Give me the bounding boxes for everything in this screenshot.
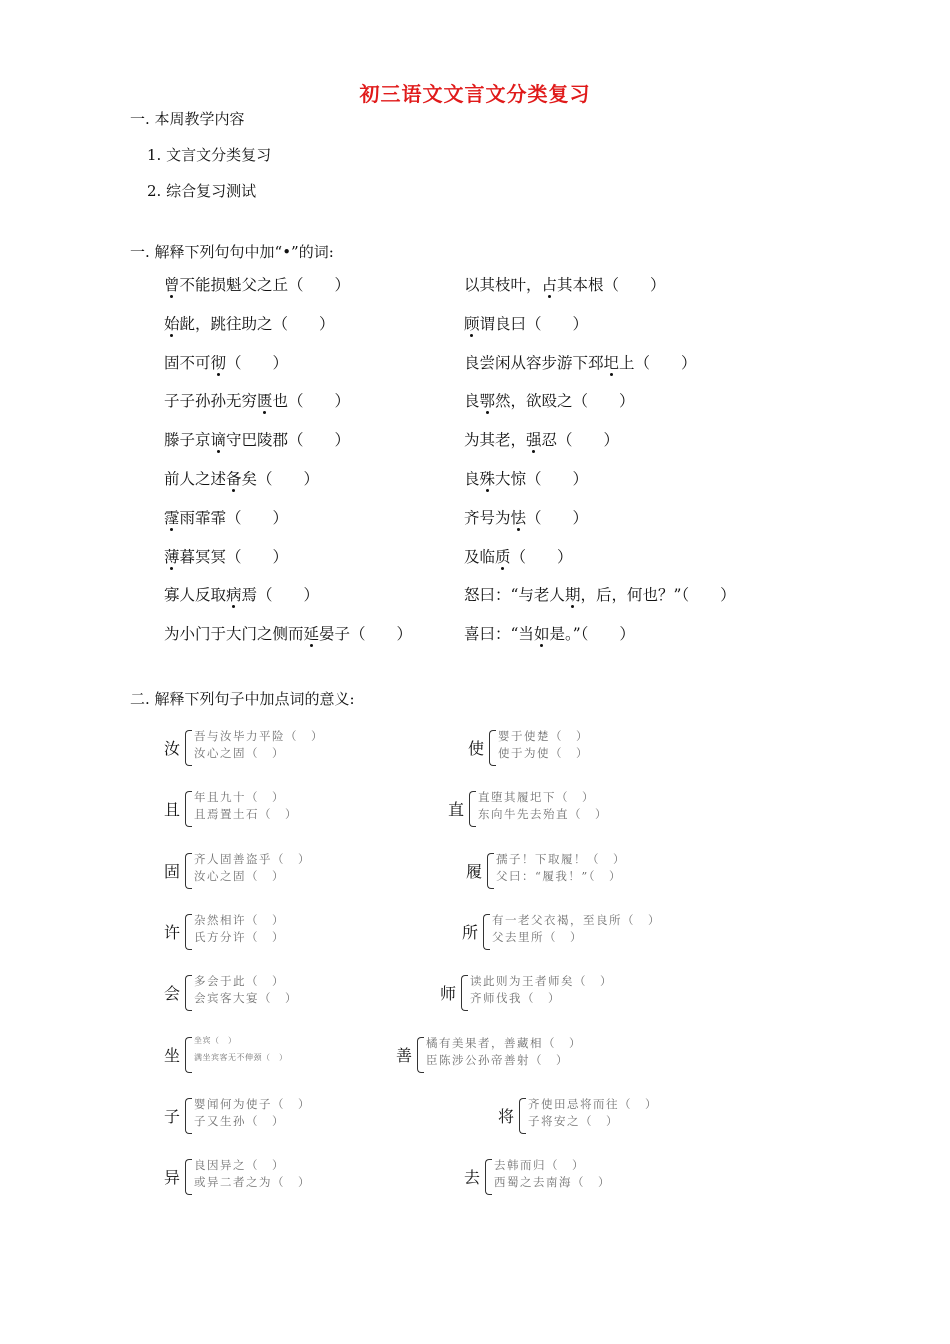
question-item (464, 622, 635, 644)
meaning-word: 子 (164, 1106, 181, 1126)
page-title: 初三语文文言文分类复习 (359, 82, 591, 106)
meaning-word: 将 (498, 1106, 515, 1126)
example-sentence: 使于为使（ ） (498, 746, 589, 760)
brace-bracket (185, 1159, 192, 1195)
dotted-word: 谪 (210, 431, 227, 450)
brace-bracket (185, 791, 192, 827)
meaning-word: 坐 (164, 1045, 181, 1065)
meaning-word: 固 (164, 861, 181, 881)
example-sentence: 有一老父衣褐，至良所（ ） (492, 912, 661, 927)
question-text: 滕子京 (164, 431, 211, 450)
dotted-word: 延 (303, 625, 320, 644)
question-item (464, 467, 588, 489)
question-text: 大惊（ ） (495, 470, 589, 488)
question-text: 其本根（ ） (557, 276, 666, 294)
dotted-word: 彻 (210, 353, 227, 372)
question-text: 是。”（ ） (549, 625, 635, 644)
example-sentence: 子又生孙（ ） (194, 1113, 285, 1128)
question-text: 龀，跳往助之（ ） (179, 314, 335, 333)
dotted-word: 薄 (164, 547, 180, 566)
brace-bracket (417, 1037, 424, 1073)
question-item (464, 583, 736, 605)
question-text: 良 (464, 392, 480, 411)
brace-bracket (469, 791, 476, 827)
question-item (464, 351, 697, 373)
example-sentence: 齐使田忌将而往（ ） (528, 1096, 658, 1111)
example-sentence: 齐人固善盗乎（ ） (194, 851, 311, 866)
brace-bracket (185, 914, 192, 950)
question-text: 前人之述 (164, 470, 227, 488)
brace-bracket (185, 853, 192, 889)
meaning-word: 去 (464, 1168, 481, 1188)
example-sentence: 多会于此（ ） (194, 974, 285, 989)
meaning-word: 师 (440, 984, 457, 1004)
question-item (164, 583, 319, 605)
question-item (164, 273, 350, 295)
brace-bracket (185, 975, 192, 1011)
question-item (464, 428, 619, 450)
brace-bracket (489, 730, 496, 766)
sub-item-1: 1. 文言文分类复习 (147, 146, 272, 164)
question-text: 喜曰：“当 (464, 625, 534, 644)
question-text: 不能损魁父之丘（ ） (179, 276, 351, 294)
question-text: 守巴陵郡（ ） (226, 431, 351, 450)
question-text: ，后，何也？”（ ） (580, 586, 736, 605)
question-text: 上（ ） (619, 353, 697, 372)
example-sentence: 直堕其履圯下（ ） (478, 790, 595, 805)
meaning-word: 许 (164, 922, 181, 942)
question-text: 怒曰：“与老人 (464, 586, 565, 605)
example-sentence: 父曰：“履我！”（ ） (496, 868, 623, 883)
meaning-word: 会 (164, 984, 181, 1004)
meaning-word: 汝 (164, 739, 181, 758)
question-item (164, 622, 412, 644)
example-sentence: 去韩而归（ ） (494, 1158, 585, 1173)
question-item (464, 545, 573, 567)
dotted-word: 病 (226, 586, 242, 605)
meaning-word: 善 (396, 1045, 413, 1065)
question-text: 晏子（ ） (319, 625, 413, 644)
dotted-word: 始 (164, 314, 180, 333)
question-text: 及临 (464, 547, 496, 566)
brace-bracket (461, 975, 468, 1011)
example-sentence: 坐宾（ ） (194, 1035, 237, 1045)
question-text: （ ） (226, 353, 289, 372)
section-meaning-heading: 二. 解释下列句子中加点词的意义: (130, 690, 355, 708)
example-sentence: 良因异之（ ） (194, 1158, 285, 1173)
brace-bracket (185, 730, 192, 766)
meaning-word: 履 (466, 861, 483, 881)
example-sentence: 西蜀之去南海（ ） (494, 1175, 611, 1190)
question-item (164, 467, 319, 489)
example-sentence: 孺子！下取履！（ ） (496, 851, 626, 866)
dotted-word: 备 (226, 470, 242, 488)
dotted-word: 殊 (479, 470, 496, 488)
sub-item-2: 2. 综合复习测试 (147, 182, 257, 200)
example-sentence: 会宾客大宴（ ） (194, 991, 298, 1006)
example-sentence: 婴闻何为使子（ ） (194, 1096, 311, 1111)
question-text: 雨霏霏（ ） (179, 508, 289, 527)
example-sentence: 橘有美果者，善藏相（ ） (426, 1035, 582, 1050)
question-text: 焉（ ） (241, 586, 320, 605)
dotted-word: 怯 (510, 508, 527, 527)
dotted-word: 质 (495, 547, 511, 566)
dotted-word: 圯 (603, 353, 620, 372)
meaning-word: 直 (448, 800, 465, 820)
question-text: 以其枝叶， (464, 276, 542, 294)
question-text: 矣（ ） (241, 470, 320, 488)
question-text: 齐号为 (464, 508, 511, 527)
brace-bracket (519, 1098, 526, 1134)
example-sentence: 读此则为王者师矣（ ） (470, 974, 613, 989)
example-sentence: 东向牛先去殆直（ ） (478, 807, 608, 822)
dotted-word: 匮 (257, 392, 273, 411)
question-text: 固不可 (164, 353, 211, 372)
question-text: 良 (464, 470, 480, 488)
brace-bracket (185, 1037, 192, 1073)
meaning-word: 使 (468, 739, 485, 758)
question-text: 良尝闲从容步游下邳 (464, 353, 604, 372)
section-explain-heading: 一. 解释下列句句中加“•”的词: (130, 243, 334, 261)
example-sentence: 吾与汝毕力平险（ ） (194, 729, 324, 743)
example-sentence: 父去里所（ ） (492, 929, 583, 944)
question-text: 子子孙孙无穷 (164, 392, 258, 411)
example-sentence: 汝心之固（ ） (194, 746, 285, 760)
meaning-word: 所 (462, 922, 479, 942)
brace-bracket (487, 853, 494, 889)
example-sentence: 杂然相许（ ） (194, 912, 285, 927)
question-item (464, 506, 588, 528)
dotted-word: 占 (541, 276, 558, 294)
dotted-word: 曾 (164, 276, 180, 294)
question-item (164, 389, 350, 411)
example-sentence: 婴于使楚（ ） (498, 729, 589, 743)
question-text: （ ） (526, 508, 589, 527)
example-sentence: 年且九十（ ） (194, 790, 285, 805)
question-item (164, 428, 350, 450)
example-sentence: 汝心之固（ ） (194, 868, 285, 883)
question-text: 暮冥冥（ ） (179, 547, 289, 566)
question-item (164, 506, 288, 528)
question-text: 为其老， (464, 431, 527, 450)
question-text: 为小门于大门之侧而 (164, 625, 304, 644)
example-sentence: 臣陈涉公孙帝善射（ ） (426, 1052, 569, 1067)
brace-bracket (485, 1159, 492, 1195)
question-text: 寡人反取 (164, 586, 227, 605)
question-item (164, 545, 288, 567)
example-sentence: 子将安之（ ） (528, 1113, 619, 1128)
question-text: 忍（ ） (541, 431, 620, 450)
question-text: 谓良曰（ ） (479, 314, 589, 333)
dotted-word: 如 (533, 625, 550, 644)
dotted-word: 顾 (464, 314, 480, 333)
example-sentence: 齐师伐我（ ） (470, 991, 561, 1006)
dotted-word: 霪 (164, 508, 180, 527)
brace-bracket (185, 1098, 192, 1134)
example-sentence: 氏方分许（ ） (194, 929, 285, 944)
brace-bracket (483, 914, 490, 950)
example-sentence: 且焉置土石（ ） (194, 807, 298, 822)
dotted-word: 鄂 (479, 392, 496, 411)
dotted-word: 强 (526, 431, 542, 450)
question-item (164, 351, 288, 373)
dotted-word: 期 (564, 586, 581, 605)
question-text: （ ） (510, 547, 573, 566)
question-text: 也（ ） (272, 392, 351, 411)
question-item (464, 389, 635, 411)
question-item (164, 312, 335, 334)
question-item (464, 273, 666, 295)
question-text: 然，欲殴之（ ） (495, 392, 635, 411)
section-week-heading: 一. 本周教学内容 (130, 110, 245, 128)
example-sentence: 满坐宾客无不伸颈（ ） (194, 1052, 288, 1062)
question-item (464, 312, 588, 334)
example-sentence: 或异二者之为（ ） (194, 1175, 311, 1190)
meaning-word: 异 (164, 1168, 181, 1188)
meaning-word: 且 (164, 800, 181, 820)
